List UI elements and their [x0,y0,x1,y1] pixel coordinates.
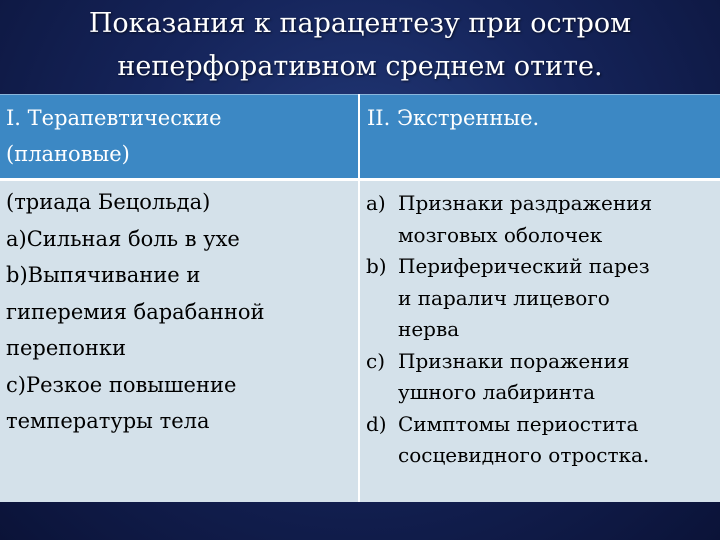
header-emergency: II. Экстренные. [367,106,540,130]
therapeutic-line: b)Выпячивание и [6,263,201,287]
item-line: сосцевидного отростка. [398,443,650,467]
item-line: Симптомы периостита [398,411,639,436]
therapeutic-line: температуры тела [6,409,210,433]
slide-title [0,0,720,94]
item-marker: d) [366,411,387,436]
emergency-item [366,251,716,346]
item-line: Признаки раздражения [398,191,653,215]
slide-title-line-2: неперфоративном среднем отите. [117,51,603,82]
item-marker: b) [366,254,387,278]
emergency-item [366,188,716,251]
header-therapeutic: I. Терапевтические (плановые) [6,106,222,166]
column-divider [358,94,360,502]
item-line: Признаки поражения [398,348,630,373]
therapeutic-line: a)Сильная боль в ухе [6,226,240,251]
item-marker: c) [366,348,386,373]
emergency-indications [366,188,716,472]
emergency-item [366,409,716,472]
item-line: Периферический парез [398,254,650,278]
therapeutic-line: перепонки [6,336,127,360]
emergency-item [366,346,716,409]
item-line: мозговых оболочек [398,222,603,247]
therapeutic-indications [6,184,351,440]
therapeutic-line: гиперемия барабанной [6,299,265,324]
therapeutic-line: (триада Бецольда) [6,190,211,214]
item-line: ушного лабиринта [398,380,596,404]
item-line: нерва [398,317,460,341]
item-marker: a) [366,191,386,215]
slide-title-line-1: Показания к парацентезу при остром [88,8,632,39]
therapeutic-line: c)Резкое повышение [6,372,237,397]
item-line: и паралич лицевого [398,285,610,310]
